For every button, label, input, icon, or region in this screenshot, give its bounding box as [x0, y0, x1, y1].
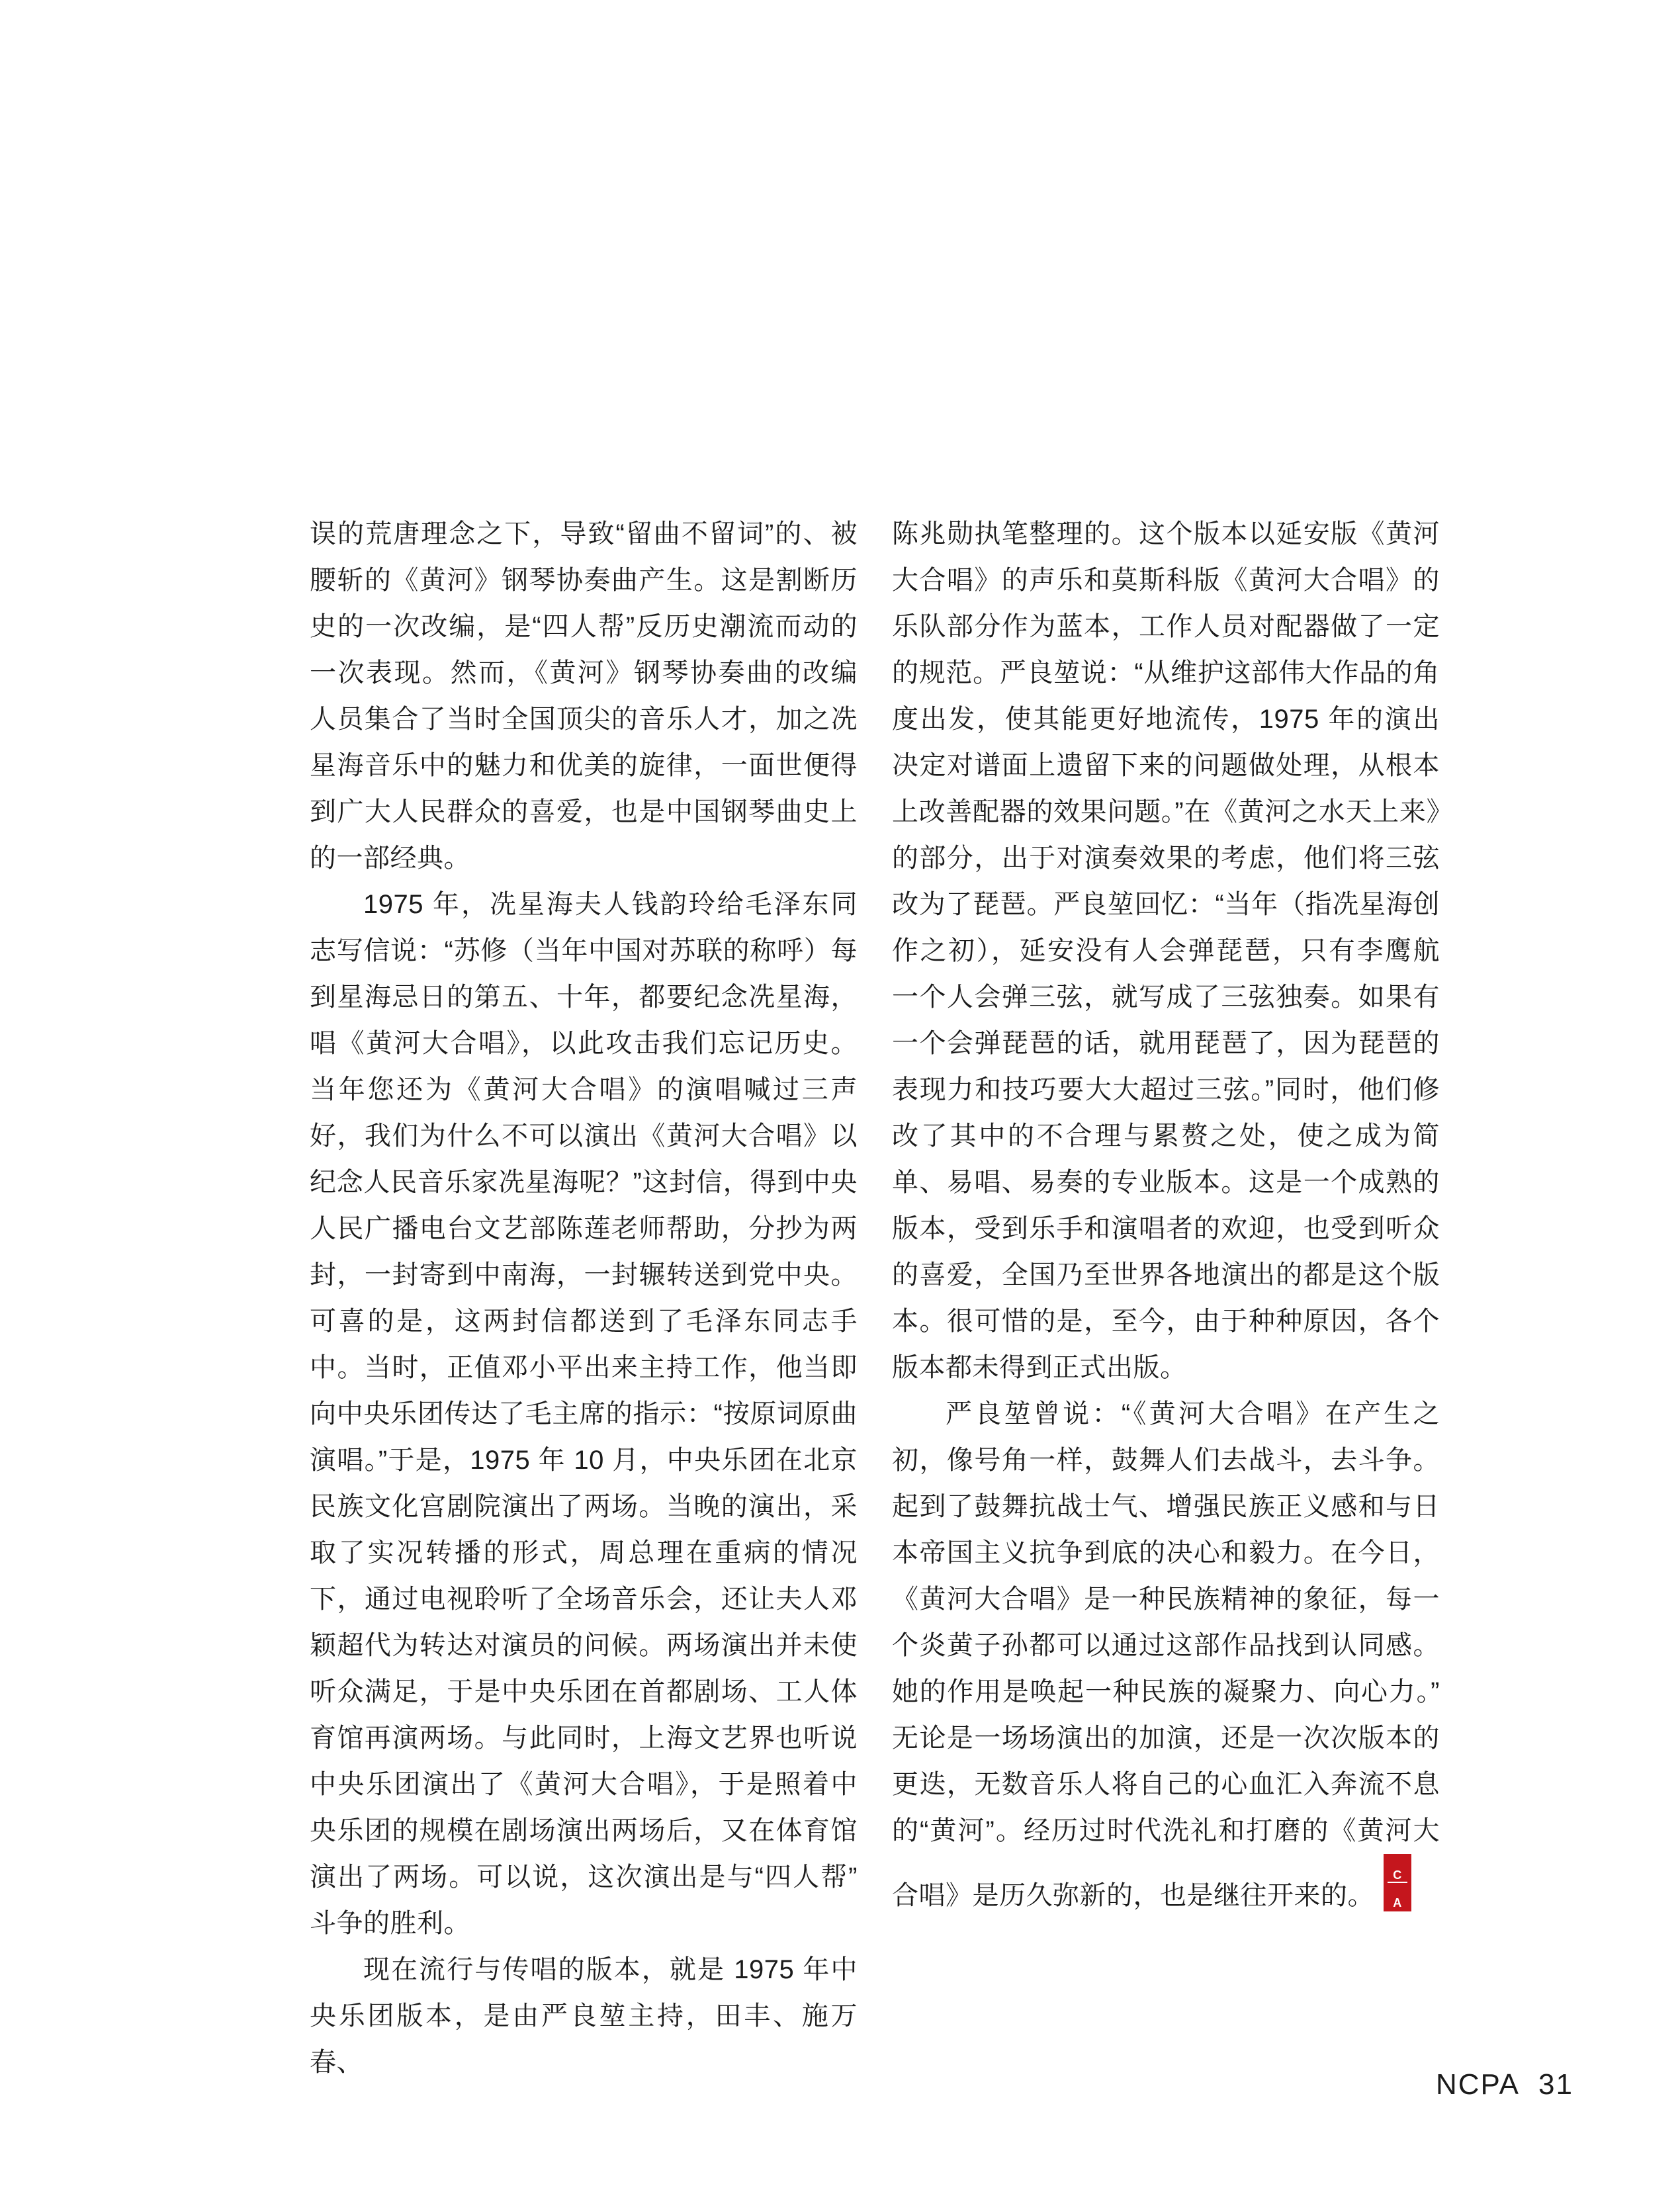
paragraph: 现在流行与传唱的版本，就是 1975 年中央乐团版本，是由严良堃主持，田丰、施万春、	[310, 1955, 858, 2077]
paragraph-continuation: 陈兆勋执笔整理的。这个版本以延安版《黄河大合唱》的声乐和莫斯科版《黄河大合唱》的乐队部分作为蓝本，工作人员对配器做了一定的规范。严良堃说：“从维护这部伟大作品的角度出发，使其能更好地流传，1975 年的演出决定对谱面上遗留下来的问题做处理，从根本上改善配器的效果问题。”在《黄河之水天上来》的部分，出于对演奏效果的考虑，他们将三弦改为了琵琶。严良堃回忆：“当年（指冼星海创作之初），延安没有人会弹琵琶，只有李鹰航一个人会弹三弦，就写成了三弦独奏。如果有一个会弹琵琶的话，就用琵琶了，因为琵琶的表现力和技巧要大大超过三弦。”同时，他们修改了其中的不合理与累赘之处，使之成为简单、易唱、易奏的专业版本。这是一个成熟的版本，受到乐手和演唱者的欢迎，也受到听众的喜爱，全国乃至世界各地演出的都是这个版本。很可惜的是，至今，由于种种原因，各个版本都未得到正式出版。	[892, 519, 1440, 1382]
paragraph	[892, 1391, 1450, 1919]
footer-brand: NCPA	[1436, 2068, 1520, 2101]
article-column-right	[892, 511, 1450, 1919]
stamp-text-bottom: PA	[1393, 1883, 1446, 1909]
article-column-left	[310, 511, 858, 2085]
ncpa-end-mark-stamp	[1384, 1854, 1450, 1911]
footer-page-number: 31	[1538, 2068, 1573, 2101]
paragraph-text: 严良堃曾说：“《黄河大合唱》在产生之初，像号角一样，鼓舞人们去战斗，去斗争。起到了鼓舞抗战士气、增强民族正义感和与日本帝国主义抗争到底的决心和毅力。在今日，《黄河大合唱》是一种民族精神的象征，每一个炎黄子孙都可以通过这部作品找到认同感。她的作用是唤起一种民族的凝聚力、向心力。”无论是一场场演出的加演，还是一次次版本的更迭，无数音乐人将自己的心血汇入奔流不息的“黄河”。经历过时代洗礼和打磨的《黄河大合唱》是历久弥新的，也是继往开来的。	[892, 1399, 1440, 1910]
paragraph-continuation: 误的荒唐理念之下，导致“留曲不留词”的、被腰斩的《黄河》钢琴协奏曲产生。这是割断历史的一次改编，是“四人帮”反历史潮流而动的一次表现。然而，《黄河》钢琴协奏曲的改编人员集合了当时全国顶尖的音乐人才，加之冼星海音乐中的魅力和优美的旋律，一面世便得到广大人民群众的喜爱，也是中国钢琴曲史上的一部经典。	[310, 519, 858, 873]
paragraph: 1975 年，冼星海夫人钱韵玲给毛泽东同志写信说：“苏修（当年中国对苏联的称呼）每到星海忌日的第五、十年，都要纪念冼星海，唱《黄河大合唱》，以此攻击我们忘记历史。当年您还为《黄河大合唱》的演唱喊过三声好，我们为什么不可以演出《黄河大合唱》以纪念人民音乐家冼星海呢？”这封信，得到中央人民广播电台文艺部陈莲老师帮助，分抄为两封，一封寄到中南海，一封辗转送到党中央。可喜的是，这两封信都送到了毛泽东同志手中。当时，正值邓小平出来主持工作，他当即向中央乐团传达了毛主席的指示：“按原词原曲演唱。”于是，1975 年 10 月，中央乐团在北京民族文化宫剧院演出了两场。当晚的演出，采取了实况转播的形式，周总理在重病的情况下，通过电视聆听了全场音乐会，还让夫人邓颖超代为转达对演员的问候。两场演出并未使听众满足，于是中央乐团在首都剧场、工人体育馆再演两场。与此同时，上海文艺界也听说中央乐团演出了《黄河大合唱》，于是照着中央乐团的规模在剧场演出两场后，又在体育馆演出了两场。可以说，这次演出是与“四人帮”斗争的胜利。	[310, 890, 858, 1938]
page-footer	[1436, 2068, 1573, 2101]
stamp-text-top: NC	[1388, 1855, 1407, 1883]
